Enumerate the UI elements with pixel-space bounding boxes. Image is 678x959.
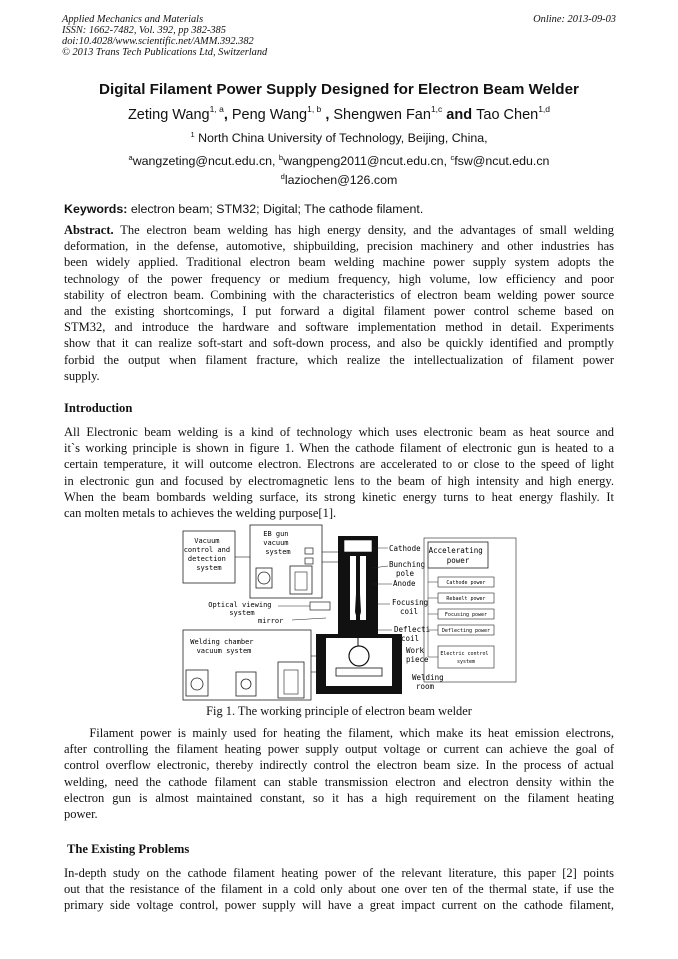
cathode-power-label: Cathode power	[446, 580, 486, 586]
author-name: Tao Chen	[476, 107, 539, 123]
line-text: stability of electron beam. Combining with the characteristics of electron beam welding power source	[64, 287, 614, 302]
text-line	[64, 881, 614, 897]
line-text: In-depth study on the cathode filament heating power of the relevant literature, this paper [2] points	[64, 866, 614, 880]
focusing-power-label: Focusing power	[444, 612, 488, 618]
email-list	[0, 150, 678, 188]
text-line	[64, 440, 614, 456]
text-line	[64, 303, 614, 319]
eb-gun-vacuum-label: EB gun vacuum system	[263, 530, 291, 556]
line-text: Filament power is mainly used for heating the filament, which make its heat emission electrons,	[64, 726, 614, 740]
deflecting-power-label: Deflecting power	[441, 628, 491, 634]
author-affiliation-mark: 1, a	[209, 104, 224, 114]
rebaelt-power-label: Rebaelt power	[446, 596, 486, 602]
line-text: When the beam bombards welding surface, its strong kinetic energy turns to heat energy flashily. It	[64, 489, 614, 504]
text-line	[64, 741, 614, 757]
text-line	[64, 489, 614, 505]
affiliation	[0, 130, 678, 145]
eb-welder-diagram	[180, 522, 518, 702]
author-name: Shengwen Fan	[333, 107, 431, 123]
email-address: wangzeting@ncut.edu.cn	[132, 154, 273, 168]
line-text: in electronic gun and focused by electromagnetic lens to the beam of high intensity and high energy.	[64, 473, 614, 488]
text-line	[64, 335, 614, 351]
line-text: can molten metals to achieves the welding purpose[1].	[64, 505, 337, 520]
welding-room-label: Welding room	[412, 673, 444, 691]
line-text: after controlling the filament heating power supply output voltage or current can achieve the goal of	[64, 742, 614, 757]
text-line	[64, 319, 614, 335]
problems-paragraph	[64, 865, 614, 914]
journal-header	[62, 14, 267, 58]
valve-icon	[305, 548, 313, 554]
anode-label: Anode	[393, 579, 416, 588]
email-mark: c	[450, 153, 455, 162]
workpiece-label: Work piece	[406, 646, 429, 664]
line-text: it`s working principle is shown in figure 1. When the cathode filament of electronic gun is heated to a	[64, 441, 614, 456]
text-line	[64, 473, 614, 489]
email-separator: ,	[272, 154, 279, 168]
email-separator: ,	[443, 154, 451, 168]
text-line	[64, 352, 614, 368]
issn-line: ISSN: 1662-7482, Vol. 392, pp 382-385	[62, 25, 226, 36]
keywords	[64, 202, 423, 216]
author-affiliation-mark: 1,d	[538, 104, 551, 114]
email-address: fsw@ncut.edu.cn	[454, 154, 550, 168]
filament-paragraph	[64, 725, 614, 822]
line-text: technology of the power frequency or medium frequency, high volume, low efficiency and poor	[64, 271, 614, 286]
work-table	[336, 668, 382, 676]
mirror-label: mirror	[258, 617, 284, 625]
line-text: forbid the output when filament fracture, which realize the intellectualization of filament power	[64, 352, 614, 367]
cathode-label: Cathode	[389, 544, 421, 553]
optical-label: Optical viewing system	[208, 601, 272, 617]
author-list	[0, 104, 678, 123]
text-line	[64, 806, 614, 822]
email-address: wangpeng2011@ncut.edu.cn	[283, 154, 444, 168]
line-text: and the existing shortcomings, I put forward a digital filament power control scheme based on	[64, 303, 614, 318]
chamber-vacuum-label: Welding chamber vacuum system	[190, 638, 254, 655]
text-line	[64, 254, 614, 270]
line-text: out that the resistance of the filament in a cold only about one over ten of the thermal state, if use the	[64, 882, 614, 897]
line-text: STM32, and introduce the hardware and software implementation method in detail. Experiments	[64, 320, 614, 335]
text-line	[64, 757, 614, 773]
email-mark: a	[128, 153, 133, 162]
paper-title: Digital Filament Power Supply Designed for Electron Beam Welder	[99, 81, 579, 98]
line-text: certain temperature, it will outcome electron. Electrons are accelerated to or close to the speed of light	[64, 457, 614, 472]
bunching-label: Bunching pole	[389, 560, 426, 578]
line-text: deformation, in the defense, automotive, shipbuilding, precision machinery and other industries has	[64, 239, 614, 254]
line-text: power.	[64, 806, 98, 821]
author-separator: ,	[321, 107, 334, 123]
text-line	[64, 424, 614, 440]
section-label: Abstract.	[64, 223, 114, 237]
affiliation-mark: 1	[190, 130, 195, 139]
author-name: Zeting Wang	[127, 107, 210, 123]
figure-caption: Fig 1. The working principle of electron beam welder	[206, 704, 472, 718]
line-text: primary side voltage control, power supply will have a great impact current on the cathode filament,	[64, 898, 614, 913]
keywords-label: Keywords:	[64, 202, 128, 216]
figure-1	[180, 522, 518, 702]
text-line	[64, 505, 614, 521]
line-text: The electron beam welding has high energy density, and the advantages of small welding	[113, 223, 614, 237]
copyright-line: © 2013 Trans Tech Publications Ltd, Switzerland	[62, 47, 268, 58]
text-line	[64, 456, 614, 472]
line-text: All Electronic beam welding is a kind of technology which uses electronic beam as heat source and	[64, 425, 614, 439]
author-affiliation-mark: 1,c	[430, 104, 443, 114]
intro-heading: Introduction	[64, 401, 133, 415]
deflecting-label: Deflecti coil	[394, 625, 431, 643]
keywords-text: electron beam; STM32; Digital; The cathode filament.	[130, 202, 424, 216]
intro-paragraph	[64, 424, 614, 521]
text-line	[64, 865, 614, 881]
line-text: supply.	[64, 368, 100, 383]
text-line	[64, 790, 614, 806]
text-line	[64, 897, 614, 913]
email-address: laziochen@126.com	[284, 173, 398, 187]
workpiece-icon	[349, 646, 369, 666]
line-text: welding, need the cathode filament can stable transmission electron and electron density within the	[64, 774, 614, 789]
line-text: electron gun is almost maintained constant, so it has a high requirement on the filament heating	[64, 790, 614, 805]
vacuum-control-label: Vacuum control and detection system	[183, 537, 231, 572]
problems-heading: The Existing Problems	[67, 842, 190, 856]
line-text: show that it can realize soft-start and soft-down process, and also be quickly identified and promptly	[64, 336, 614, 351]
email-mark: b	[278, 153, 284, 162]
author-name: Peng Wang	[231, 107, 308, 123]
abstract	[64, 222, 614, 384]
journal-name: Applied Mechanics and Materials	[62, 14, 204, 25]
text-line	[64, 725, 614, 741]
viewing-optic	[310, 602, 330, 610]
focusing-label: Focusing coil	[392, 598, 429, 616]
line-text: been widely applied. Traditional electron beam welding machine power supply system adopts the	[64, 255, 614, 270]
electric-control-label: Electric control system	[440, 651, 489, 665]
online-date: Online: 2013-09-03	[533, 14, 616, 25]
email-mark: d	[280, 172, 285, 181]
author-affiliation-mark: 1, b	[307, 104, 322, 114]
text-line	[64, 222, 614, 238]
text-line	[64, 238, 614, 254]
line-text: control overflow electronic, thereby indirectly control the electron beam size. In the process of actual	[64, 758, 614, 773]
text-line	[64, 368, 614, 384]
accelerating-power-label: Accelerating power	[428, 546, 483, 565]
affiliation-text: North China University of Technology, Beijing, China,	[198, 131, 488, 145]
text-line	[64, 774, 614, 790]
author-separator: and	[442, 107, 477, 123]
text-line	[64, 271, 614, 287]
text-line	[64, 287, 614, 303]
author-separator: ,	[223, 107, 232, 123]
doi-line: doi:10.4028/www.scientific.net/AMM.392.382	[62, 36, 254, 47]
